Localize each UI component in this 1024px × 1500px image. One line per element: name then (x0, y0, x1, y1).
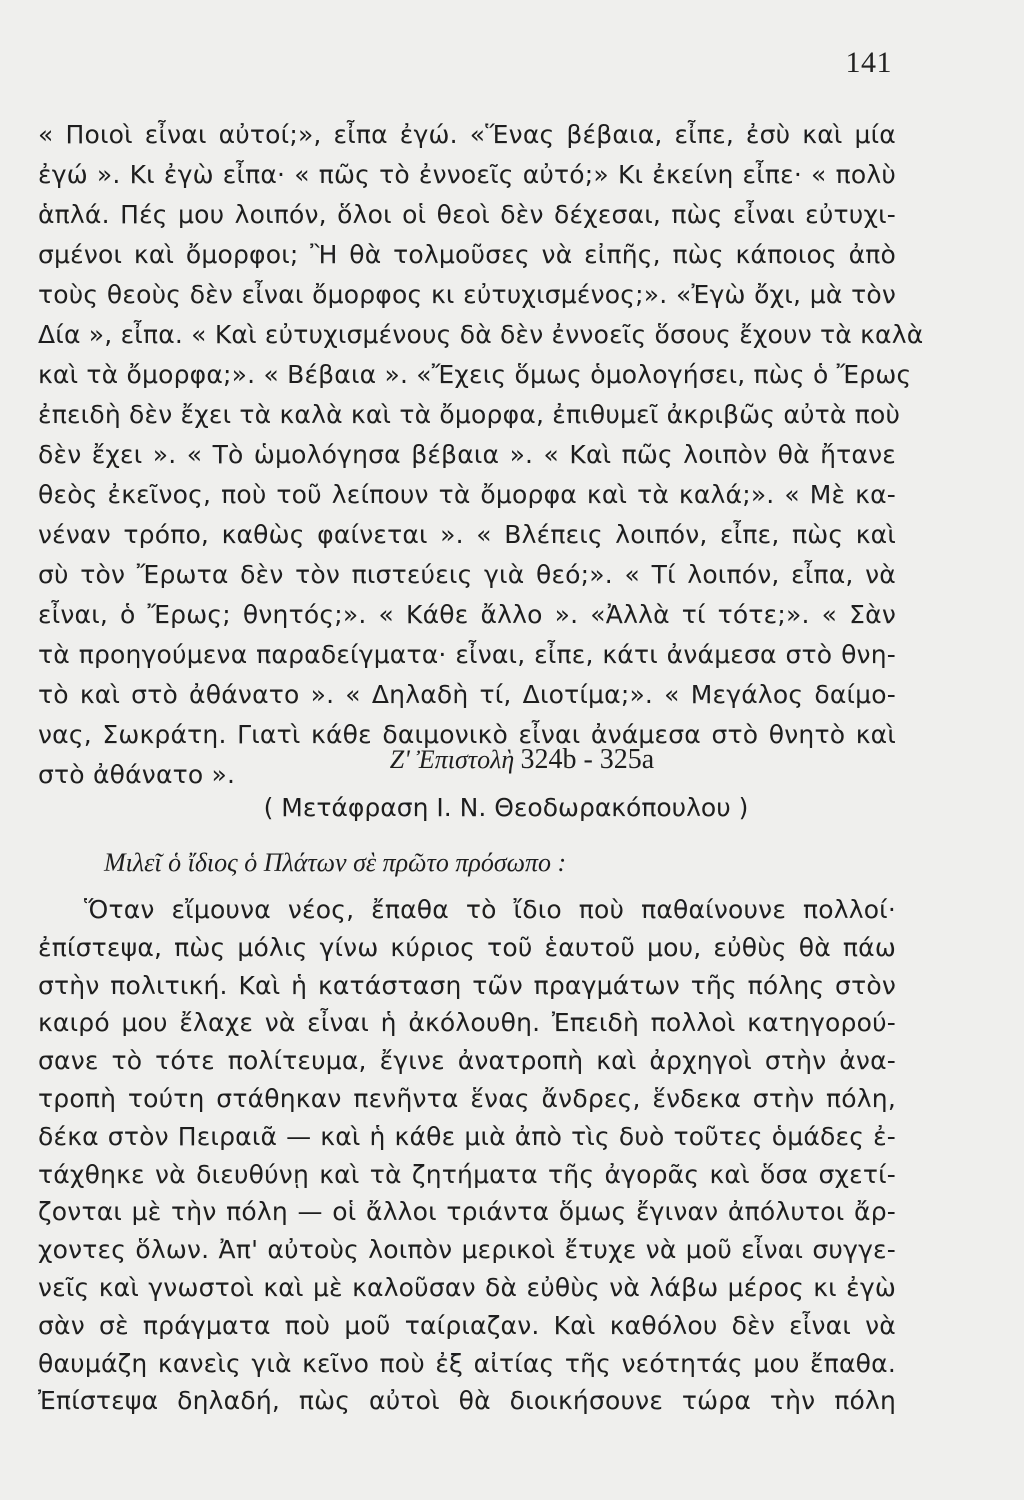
text-line: σὺ τὸν Ἔρωτα δὲν τὸν πιστεύεις γιὰ θεό;». « Τί λοιπόν, εἶπα, νὰ (38, 560, 896, 589)
text-line: νας, Σωκράτη. Γιατὶ κάθε δαιμονικὸ εἶναι ἀνάμεσα στὸ θνητὸ καὶ (38, 720, 896, 749)
citation-letter: Ζ' Ἐπιστολὴ (389, 745, 515, 774)
text-line: εἶναι, ὁ Ἔρως; θνητός;». « Κάθε ἄλλο ». «Ἀλλὰ τί τότε;». « Σὰν (38, 600, 896, 629)
text-line: ἐγώ ». Κι ἐγὼ εἶπα· « πῶς τὸ ἐννοεῖς αὐτό;» Κι ἐκείνη εἶπε· « πολὺ (38, 160, 896, 189)
paragraph-diotima-dialogue (38, 115, 924, 795)
text-line: στὸ ἀθάνατο ». (38, 760, 236, 789)
text-line: θαυμάζη κανεὶς γιὰ κεῖνο ποὺ ἐξ αἰτίας τῆς νεότητάς μου ἔπαθα. (38, 1348, 896, 1378)
text-line: νέναν τρόπο, καθὼς φαίνεται ». « Βλέπεις λοιπόν, εἶπε, πὼς καὶ (38, 520, 896, 549)
paragraph-seventh-letter (38, 891, 896, 1420)
text-line: καιρό μου ἔλαχε νὰ εἶναι ἡ ἀκόλουθη. Ἐπειδὴ πολλοὶ κατηγορού- (38, 1008, 896, 1038)
text-line: « Ποιοὶ εἶναι αὐτοί;», εἶπα ἐγώ. «Ἕνας βέβαια, εἶπε, ἐσὺ καὶ μία (38, 120, 896, 149)
section-subheading: Μιλεῖ ὁ ἴδιος ὁ Πλάτων σὲ πρῶτο πρόσωπο : (104, 848, 567, 877)
text-line: ἐπειδὴ δὲν ἔχει τὰ καλὰ καὶ τὰ ὄμορφα, ἐπιθυμεῖ ἀκριβῶς αὐτὰ ποὺ (38, 400, 901, 429)
page-number: 141 (845, 46, 892, 79)
text-line: ζονται μὲ τὴν πόλη — οἱ ἄλλοι τριάντα ὅμως ἔγιναν ἀπόλυτοι ἄρ- (38, 1197, 896, 1227)
text-line: τὰ προηγούμενα παραδείγματα· εἶναι, εἶπε, κάτι ἀνάμεσα στὸ θνη- (38, 640, 896, 669)
text-line: τροπὴ τούτη στάθηκαν πενῆντα ἕνας ἄνδρες, ἕνδεκα στὴν πόλη, (38, 1083, 896, 1113)
translator-credit: ( Μετάφραση Ι. Ν. Θεοδωρακόπουλου ) (263, 793, 749, 822)
text-line: στὴν πολιτική. Καὶ ἡ κατάσταση τῶν πραγμάτων τῆς πόλης στὸν (38, 970, 896, 1000)
text-line: θεὸς ἐκεῖνος, ποὺ τοῦ λείπουν τὰ ὄμορφα καὶ τὰ καλά;». « Μὲ κα- (38, 480, 896, 509)
text-line: νεῖς καὶ γνωστοὶ καὶ μὲ καλοῦσαν δὰ εὐθὺς νὰ λάβω μέρος κι ἐγὼ (38, 1272, 896, 1302)
text-line: σὰν σὲ πράγματα ποὺ μοῦ ταίριαζαν. Καὶ καθόλου δὲν εἶναι νὰ (38, 1310, 896, 1340)
text-line: τὸ καὶ στὸ ἀθάνατο ». « Δηλαδὴ τί, Διοτίμα;». « Μεγάλος δαίμο- (38, 680, 896, 709)
text-line: τοὺς θεοὺς δὲν εἶναι ὄμορφος κι εὐτυχισμένος;». «Ἐγὼ ὄχι, μὰ τὸν (38, 280, 896, 309)
text-line: σανε τὸ τότε πολίτευμα, ἔγινε ἀνατροπὴ καὶ ἀρχηγοὶ στὴν ἀνα- (38, 1046, 896, 1076)
text-line: ἐπίστεψα, πὼς μόλις γίνω κύριος τοῦ ἑαυτοῦ μου, εὐθὺς θὰ πάω (38, 932, 896, 962)
text-line: Ὅταν εἴμουνα νέος, ἔπαθα τὸ ἴδιο ποὺ παθαίνουνε πολλοί· (84, 895, 896, 924)
text-line: χοντες ὅλων. Ἀπ' αὐτοὺς λοιπὸν μερικοὶ ἔτυχε νὰ μοῦ εἶναι συγγε- (38, 1235, 896, 1265)
text-line: καὶ τὰ ὄμορφα;». « Βέβαια ». «Ἔχεις ὅμως ὁμολογήσει, πὼς ὁ Ἔρως (38, 360, 912, 389)
text-line: τάχθηκε νὰ διευθύνῃ καὶ τὰ ζητήματα τῆς ἀγορᾶς καὶ ὅσα σχετί- (38, 1159, 896, 1189)
text-line: Δία », εἶπα. « Καὶ εὐτυχισμένους δὰ δὲν ἐννοεῖς ὅσους ἔχουν τὰ καλὰ (38, 320, 924, 349)
text-line: δέκα στὸν Πειραιᾶ — καὶ ἡ κάθε μιὰ ἀπὸ τὶς δυὸ τοῦτες ὁμάδες ἐ- (38, 1121, 896, 1151)
text-line: δὲν ἔχει ». « Τὸ ὡμολόγησα βέβαια ». « Καὶ πῶς λοιπὸν θὰ ἤτανε (38, 440, 896, 469)
citation-heading (10, 744, 1024, 776)
text-line: Ἐπίστεψα δηλαδή, πὼς αὐτοὶ θὰ διοικήσουνε τώρα τὴν πόλη (38, 1386, 896, 1416)
citation-reference: 324b - 325a (520, 744, 655, 775)
text-line: σμένοι καὶ ὄμορφοι; Ἢ θὰ τολμοῦσες νὰ εἰπῆς, πὼς κάποιος ἀπὸ (38, 240, 896, 269)
text-line: ἁπλά. Πές μου λοιπόν, ὅλοι οἱ θεοὶ δὲν δέχεσαι, πὼς εἶναι εὐτυχι- (38, 200, 896, 229)
